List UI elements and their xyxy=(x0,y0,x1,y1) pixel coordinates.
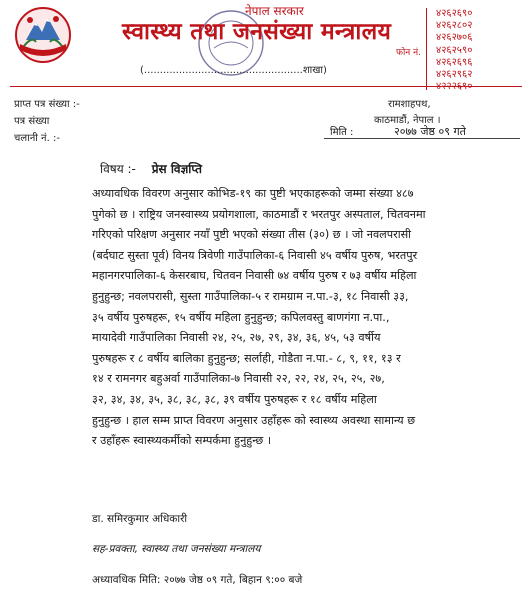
body-line: पुगेको छ । राष्ट्रिय जनस्वास्थ्य प्रयोगशाला, काठमाडौं र भरतपुर अस्पताल, चितवनमा xyxy=(92,207,426,221)
date-value: २०७७ जेष्ठ ०९ गते xyxy=(394,125,466,138)
phone-number: ४२६२८०२ xyxy=(436,20,473,32)
phone-number xyxy=(436,81,472,93)
letterhead-divider-vertical xyxy=(426,8,427,90)
phone-number: ४२६२५९० xyxy=(436,44,473,56)
date-field xyxy=(324,124,520,139)
body-line: हुनुहुन्छ । हाल सम्म प्राप्त विवरण अनुसार उहाँहरू को स्वास्थ्य अवस्था सामान्य छ xyxy=(92,413,416,427)
phone-number: ४२६२७०६ xyxy=(436,32,473,44)
letter-no: पत्र संख्या xyxy=(14,116,50,127)
body-line: र उहाँहरू स्वास्थ्यकर्मीको सम्पर्कमा हुनुहुन्छ । xyxy=(92,434,272,448)
nepal-emblem-icon xyxy=(14,6,72,64)
subject-value: प्रेस विज्ञप्ति xyxy=(151,162,202,176)
letterhead-divider xyxy=(10,86,522,87)
phone-number: ४२६२९६२ xyxy=(436,69,473,81)
body-line: महानगरपालिका-६ केसरबाघ, चितवन निवासी ७४ वर्षीय पुरुष र ७३ वर्षीय महिला xyxy=(92,269,417,283)
dispatch-no: चलानी नं. :- xyxy=(14,133,60,144)
phone-number: ४२६२६९६ xyxy=(436,56,473,68)
ministry-title: स्वास्थ्य तथा जनसंख्या मन्त्रालय xyxy=(122,19,392,45)
phone-number: ४२६२६९० xyxy=(436,8,473,19)
received-letter-no: प्राप्त पत्र संख्या :- xyxy=(14,99,80,110)
government-heading: नेपाल सरकार xyxy=(245,4,304,18)
subject-line xyxy=(100,160,202,177)
body-line: ३५ वर्षीय पुरुषहरू, १५ वर्षीय महिला हुनुहुन्छ; कपिलवस्तु बाणगंगा न.पा., xyxy=(92,310,390,324)
issued-datetime: अध्यावधिक मिति: २०७७ जेष्ठ ०९ गते, बिहान ९:०० बजे xyxy=(92,574,303,586)
subject-label: विषय :- xyxy=(100,162,136,176)
department-line: (..................................................शाखा) xyxy=(140,65,327,76)
date-label: मिति : xyxy=(330,127,354,138)
body-line: मायादेवी गाउँपालिका निवासी २४, २५, २७, २९, ३४, ३६, ४५, ५३ वर्षीय xyxy=(92,331,381,345)
press-release-body xyxy=(92,184,502,452)
phone-list xyxy=(436,8,472,93)
body-line: (बर्दघाट सुस्ता पूर्व) विनय त्रिवेणी गाउँपालिका-६ निवासी ४५ वर्षीय पुरुष, भरतपुर xyxy=(92,248,418,262)
signatory-name: डा. समिरकुमार अधिकारी xyxy=(92,513,188,525)
address-place: रामशाहपथ, xyxy=(388,99,431,110)
body-line: ३२, ३४, ३४, ३५, ३८, ३८, ३८, ३९ वर्षीय पुरुषहरू र १८ वर्षीय महिला xyxy=(92,392,377,406)
body-line: अध्यावधिक विवरण अनुसार कोभिड-१९ का पुष्टी भएकाहरूको जम्मा संख्या ४८७ xyxy=(92,187,414,200)
body-line: हुनुहुन्छ; नवलपरासी, सुस्ता गाउँपालिका-५ र रामग्राम न.पा.-३, १८ निवासी ३३, xyxy=(92,289,409,303)
body-line: गरिएको परिक्षण अनुसार नयाँ पुष्टी भएको संख्या तीस (३०) छ । जो नवलपरासी xyxy=(92,228,412,242)
signatory-title: सह-प्रवक्ता, स्वास्थ्य तथा जनसंख्या मन्त्रालय xyxy=(92,543,261,555)
address-city: काठमाडौं, नेपाल । xyxy=(374,115,441,126)
body-line: पुरुषहरू र ८ वर्षीय बालिका हुनुहुन्छ; सर्लाही, गोडैता न.पा.- ८, ९, ११, १३ र xyxy=(92,351,401,365)
phone-label: फोन नं. xyxy=(396,48,421,58)
body-line: १४ र रामनगर बहुअर्वा गाउँपालिका-७ निवासी २२, २२, २४, २५, २५, २७, xyxy=(92,372,385,386)
